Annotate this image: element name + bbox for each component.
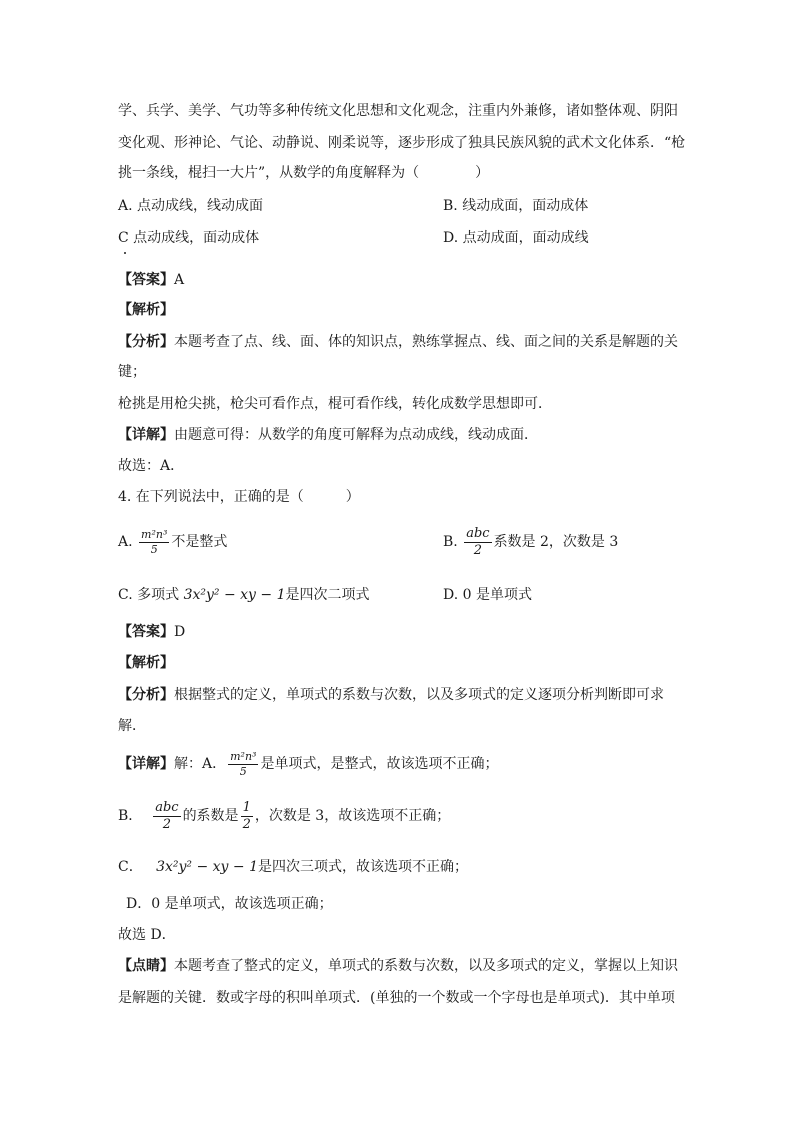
intro-line-2: 变化观、形神论、气论、动静说、刚柔说等，逐步形成了独具民族风貌的武术文化体系．“枪 [118,135,686,151]
q3-explain: 枪挑是用枪尖挑，枪尖可看作点，棍可看作线，转化成数学思想即可． [118,396,552,412]
option-c-prefix: C. 多项式 [118,587,184,603]
detail-c-prefix: C． [118,859,143,875]
polynomial-expression: 3x²y² − xy − 1 [156,859,258,875]
option-a-suffix: 不是整式 [171,534,228,550]
fraction-denominator: 2 [162,816,172,832]
answer-label: 【答案】 [118,624,174,640]
q3-option-b: B. 线动成面，面动成体 [443,198,589,214]
fraction [464,526,491,559]
fraction-denominator: 5 [239,764,247,778]
q3-fenxi-line-2: 键； [118,364,146,380]
q3-option-c: C 点动成线，面动成体 [118,230,260,246]
fraction [139,528,169,557]
stray-dot [124,252,126,254]
polynomial-expression: 3x²y² − xy − 1 [183,587,286,603]
q4-dianjing-line-1 [118,956,678,976]
fraction-numerator: 1 [242,799,251,815]
detail-a-suffix: 是单项式，是整式，故该选项不正确； [260,756,499,772]
fraction [228,750,258,779]
q4-option-c [118,585,370,605]
detail-c-suffix: 是四次三项式，故该选项不正确； [258,859,468,875]
detail-label: 【详解】 [118,756,174,772]
intro-line-1: 学、兵学、美学、气功等多种传统文化思想和文化观念，注重内外兼修，诸如整体观、阴阳 [118,103,678,119]
dianjing-label: 【点睛】 [118,958,174,974]
detail-label: 【详解】 [118,427,174,443]
fenxi-text: 根据整式的定义，单项式的系数与次数，以及多项式的定义逐项分析判断即可求 [174,687,664,703]
fraction-numerator: m²n³ [141,527,168,541]
fraction [153,800,180,833]
q4-detail-d: D．0 是单项式，故该选项正确； [126,896,333,912]
detail-b-mid: 的系数是 [182,808,239,824]
fraction-numerator: m²n³ [230,749,257,763]
dianjing-text: 本题考查了整式的定义，单项式的系数与次数，以及多项式的定义，掌握以上知识 [174,958,678,974]
q3-detail [118,425,538,445]
option-a-prefix: A. [118,534,138,550]
q4-answer [118,622,185,642]
answer-label: 【答案】 [118,272,174,288]
q4-option-b [443,522,618,562]
detail-b-prefix: B． [118,808,143,824]
q4-dianjing-line-2: 是解题的关键．数或字母的积叫单项式．(单独的一个数或一个字母也是单项式)．其中单项 [118,990,675,1006]
detail-b-suffix: ，次数是 3，故该选项不正确； [254,808,451,824]
option-c-suffix: 是四次二项式 [285,587,370,603]
q3-fenxi-line-1 [118,332,678,352]
q4-analysis-label: 【解析】 [118,655,174,671]
detail-text: 由题意可得：从数学的角度可解释为点动成线，线动成面． [174,427,538,443]
q4-option-d: D. 0 是单项式 [443,587,532,603]
q3-answer [118,270,184,290]
q3-analysis-label: 【解析】 [118,302,174,318]
fraction-denominator: 2 [242,816,251,832]
option-b-suffix: 系数是 2，次数是 3 [493,534,619,550]
fenxi-label: 【分析】 [118,334,174,350]
fraction-numerator: abc [466,525,490,541]
q4-detail-a [118,744,498,784]
q4-option-a [118,522,227,562]
fraction-denominator: 2 [473,542,483,558]
answer-value: D [174,624,186,640]
q4-detail-c [118,857,468,877]
q4-stem: 4. 在下列说法中，正确的是（ ） [118,489,360,505]
fraction-denominator: 5 [150,542,158,556]
answer-value: A [174,272,185,288]
fraction [241,800,253,833]
q3-choose: 故选：A． [118,458,185,474]
q4-choose: 故选 D． [118,927,176,943]
q3-option-d: D. 点动成面，面动成线 [443,230,589,246]
option-b-prefix: B. [443,534,463,550]
q4-fenxi-line-1 [118,685,664,705]
fraction-numerator: abc [155,799,179,815]
intro-line-3: 挑一条线，棍扫一大片”，从数学的角度解释为（ ） [118,165,490,181]
q4-detail-b [118,796,450,836]
q4-fenxi-line-2: 解． [118,718,146,734]
q3-option-a: A. 点动成线，线动成面 [118,198,264,214]
fenxi-text: 本题考查了点、线、面、体的知识点，熟练掌握点、线、面之间的关系是解题的关 [174,334,678,350]
detail-a-prefix: 解：A． [174,756,227,772]
fenxi-label: 【分析】 [118,687,174,703]
